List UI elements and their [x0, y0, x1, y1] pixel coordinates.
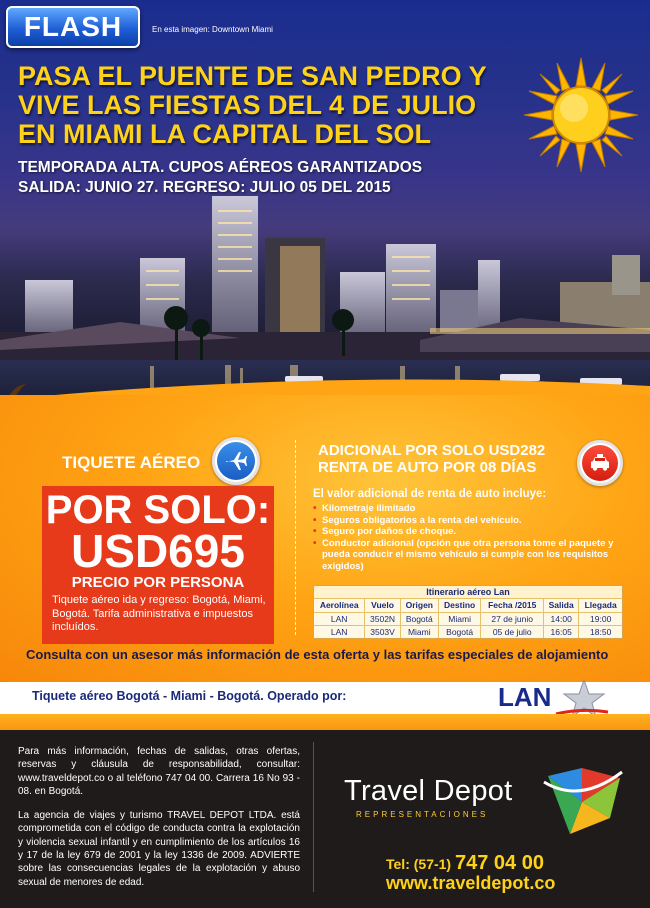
consult-note: Consulta con un asesor más información de esta oferta y las tarifas especiales de alojamiento: [26, 647, 609, 662]
website-link[interactable]: www.traveldepot.co: [386, 873, 556, 893]
table-header: Fecha /2015: [481, 599, 544, 612]
footer-info: [18, 745, 300, 889]
brand-subtitle: REPRESENTACIONES: [356, 810, 489, 819]
table-header: Origen: [400, 599, 438, 612]
table-cell: 3502N: [365, 612, 400, 625]
list-item: • Seguros obligatorios a la renta del vehículo.: [313, 515, 633, 527]
table-row: [314, 625, 622, 638]
table-cell: Bogotá: [400, 612, 438, 625]
car-rental-title-line: RENTA DE AUTO POR 08 DÍAS: [318, 459, 537, 476]
table-cell: 3503V: [365, 625, 400, 638]
footer-paragraph: Para más información, fechas de salidas, otras ofertas, reservas y cláusula de responsabilidad, consultar: www.traveldepot.co o al teléfono 747 04 00. Carrera 16 No 93 - 08. en Bogotá.: [18, 746, 300, 797]
brand-name: Travel Depot: [344, 775, 513, 807]
footer-paragraph: La agencia de viajes y turismo TRAVEL DEPOT LTDA. está comprometida con el código de conducta contra la explotación y violencia sexual infantil y en cumplimiento de los artículos 16 y 17 de la ley 679 de 2001 y la ley 1336 de 2009. ADVIERTE sobre las consecuencias legales de la explotación y abuso sexual de menores de edad.: [18, 810, 300, 888]
phone[interactable]: [386, 852, 544, 875]
list-item: • Conductor adicional (opción que otra persona tome el paquete y pueda conducir el mismo vehículo si cumple con los requisitos exigidos): [313, 538, 633, 573]
table-cell: 18:50: [579, 625, 622, 638]
lan-logo-text: LAN: [498, 682, 552, 712]
table-row: [314, 612, 622, 625]
travel-depot-logo: [540, 764, 624, 840]
subheadline: [18, 158, 422, 198]
sun-icon: [522, 56, 640, 174]
list-item: • Seguro por daños de choque.: [313, 526, 633, 538]
car-rental-title-line: ADICIONAL POR SOLO USD282: [318, 442, 546, 459]
headline: [18, 62, 538, 149]
price-description: Tiquete aéreo ida y regreso: Bogotá, Miami, Bogotá. Tarifa administrativa e impuestos incluídos.: [52, 594, 266, 633]
phone-prefix: Tel: (57-1): [386, 856, 452, 872]
price-box: [42, 486, 274, 644]
table-header: Destino: [438, 599, 481, 612]
car-rental-title: [318, 442, 545, 476]
price-value: USD695: [71, 525, 245, 577]
table-cell: LAN: [314, 612, 365, 625]
price-prefix: POR SOLO:: [45, 488, 271, 532]
headline-line: EN MIAMI LA CAPITAL DEL SOL: [18, 119, 432, 149]
flash-badge-label: FLASH: [23, 11, 123, 42]
airplane-icon: [212, 437, 260, 485]
footer-divider: [313, 742, 314, 892]
table-cell: 14:00: [544, 612, 579, 625]
car-includes-list: [313, 503, 633, 572]
subheadline-line: TEMPORADA ALTA. CUPOS AÉREOS GARANTIZADOS: [18, 159, 423, 176]
ticket-label: TIQUETE AÉREO: [62, 453, 201, 472]
table-cell: 16:05: [544, 625, 579, 638]
headline-line: VIVE LAS FIESTAS DEL 4 DE JULIO: [18, 90, 477, 120]
headline-line: PASA EL PUENTE DE SAN PEDRO Y: [18, 61, 487, 91]
price-per-person: PRECIO POR PERSONA: [71, 574, 245, 591]
list-item: • Kilometraje ilimitado: [313, 503, 633, 515]
table-header: Aerolínea: [314, 599, 365, 612]
table-cell: LAN: [314, 625, 365, 638]
panel-divider: [295, 440, 296, 635]
phone-number: 747 04 00: [454, 852, 544, 874]
image-caption: En esta imagen: Downtown Miami: [152, 25, 273, 34]
table-cell: 05 de julio: [481, 625, 544, 638]
table-cell: Bogotá: [438, 625, 481, 638]
taxi-car-icon: [577, 440, 623, 486]
table-header: Llegada: [584, 600, 617, 611]
table-cell: 27 de junio: [481, 612, 544, 625]
car-includes-title: El valor adicional de renta de auto incluye:: [313, 488, 547, 500]
table-header: Salida: [544, 599, 579, 612]
itinerary-title: Itinerario aéreo Lan: [314, 586, 622, 599]
table-cell: Miami: [438, 612, 481, 625]
operator-text: Tiquete aéreo Bogotá - Miami - Bogotá. Operado por:: [32, 689, 347, 703]
subheadline-line: SALIDA: JUNIO 27. REGRESO: JULIO 05 DEL 2015: [18, 179, 391, 196]
hero-banner: [0, 0, 650, 440]
table-header: Vuelo: [365, 599, 400, 612]
itinerary-table: [313, 585, 623, 639]
flash-badge: [6, 6, 140, 48]
table-cell: 19:00: [579, 612, 622, 625]
table-cell: Miami: [400, 625, 438, 638]
